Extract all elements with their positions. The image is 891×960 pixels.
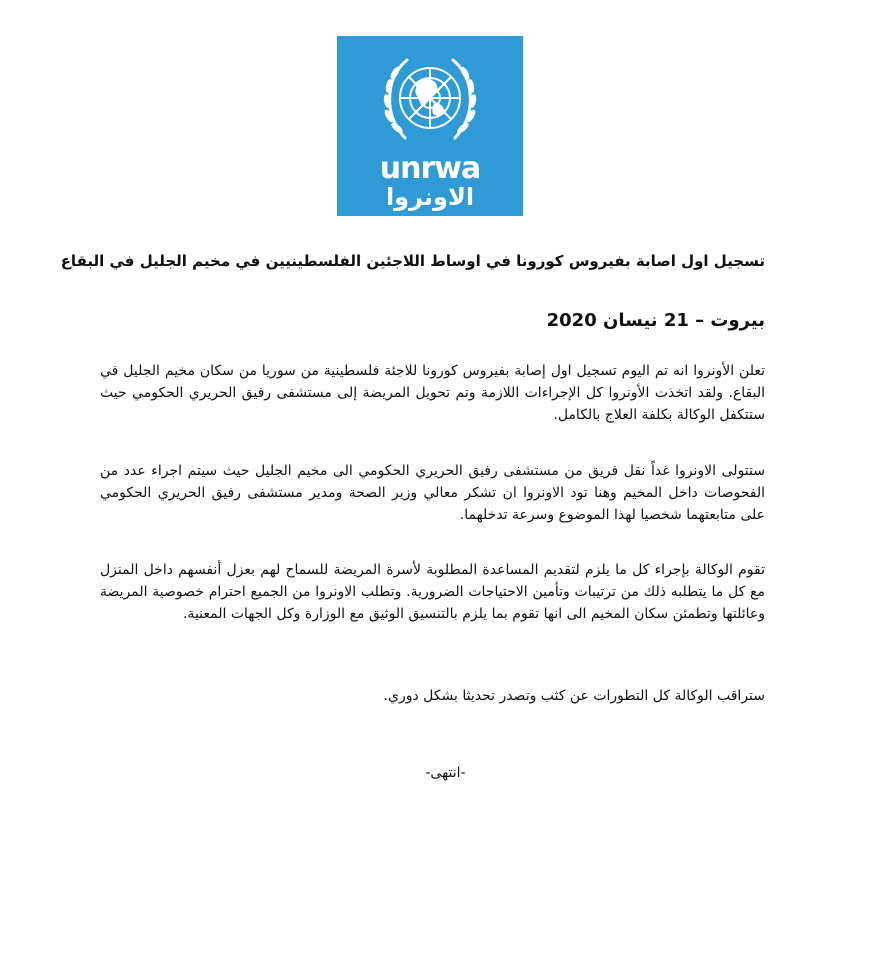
paragraph-3: تقوم الوكالة بإجراء كل ما يلزم لتقديم المساعدة المطلوبة لأسرة المريضة للسماح لهم بعزل أنفسهم داخل المنزل مع كل ما يتطلبه ذلك من ترتيبات وتأمين الاحتياجات الضرورية. وتطلب الاونروا من الجميع احترام خصوصية المريضة وعائلتها وتطمئن سكان المخيم الى انها تقوم بما يلزم بالتنسيق الوثيق مع الوزارة وكل الجهات المعنية.: [100, 562, 765, 622]
logo-text-arabic: الاونروا: [385, 183, 475, 211]
unrwa-logo: [337, 36, 523, 216]
paragraph-4: ستراقب الوكالة كل التطورات عن كثب وتصدر تحديثا بشكل دوري.: [383, 688, 765, 704]
logo-text-latin: unrwa: [379, 151, 481, 186]
headline: تسجيل اول اصابة بفيروس كورونا في اوساط اللاجئين الفلسطينيين في مخيم الجليل في البقاع: [60, 252, 765, 270]
dateline: بيروت – 21 نيسان 2020: [546, 310, 765, 331]
signoff: -انتهى-: [425, 765, 466, 781]
un-emblem-icon: [375, 46, 485, 156]
paragraph-2: ستتولى الاونروا غداً نقل فريق من مستشفى رفيق الحريري الحكومي الى مخيم الجليل حيث سيتم اجراء عدد من الفحوصات داخل المخيم وهنا تود الاونروا ان تشكر معالي وزير الصحة ومدير مستشفى رفيق الحريري الحكومي على متابعتهما شخصيا لهذا الموضوع وسرعة تدخلهما.: [100, 463, 765, 523]
paragraph-1: تعلن الأونروا انه تم اليوم تسجيل اول إصابة بفيروس كورونا للاجئة فلسطينية من سوريا من سكان مخيم الجليل في البقاع. ولقد اتخذت الأونروا كل الإجراءات اللازمة وتم تحويل المريضة إلى مستشفى رفيق الحريري الحكومي حيث ستتكفل الوكالة بكلفة العلاج بالكامل.: [100, 363, 765, 423]
